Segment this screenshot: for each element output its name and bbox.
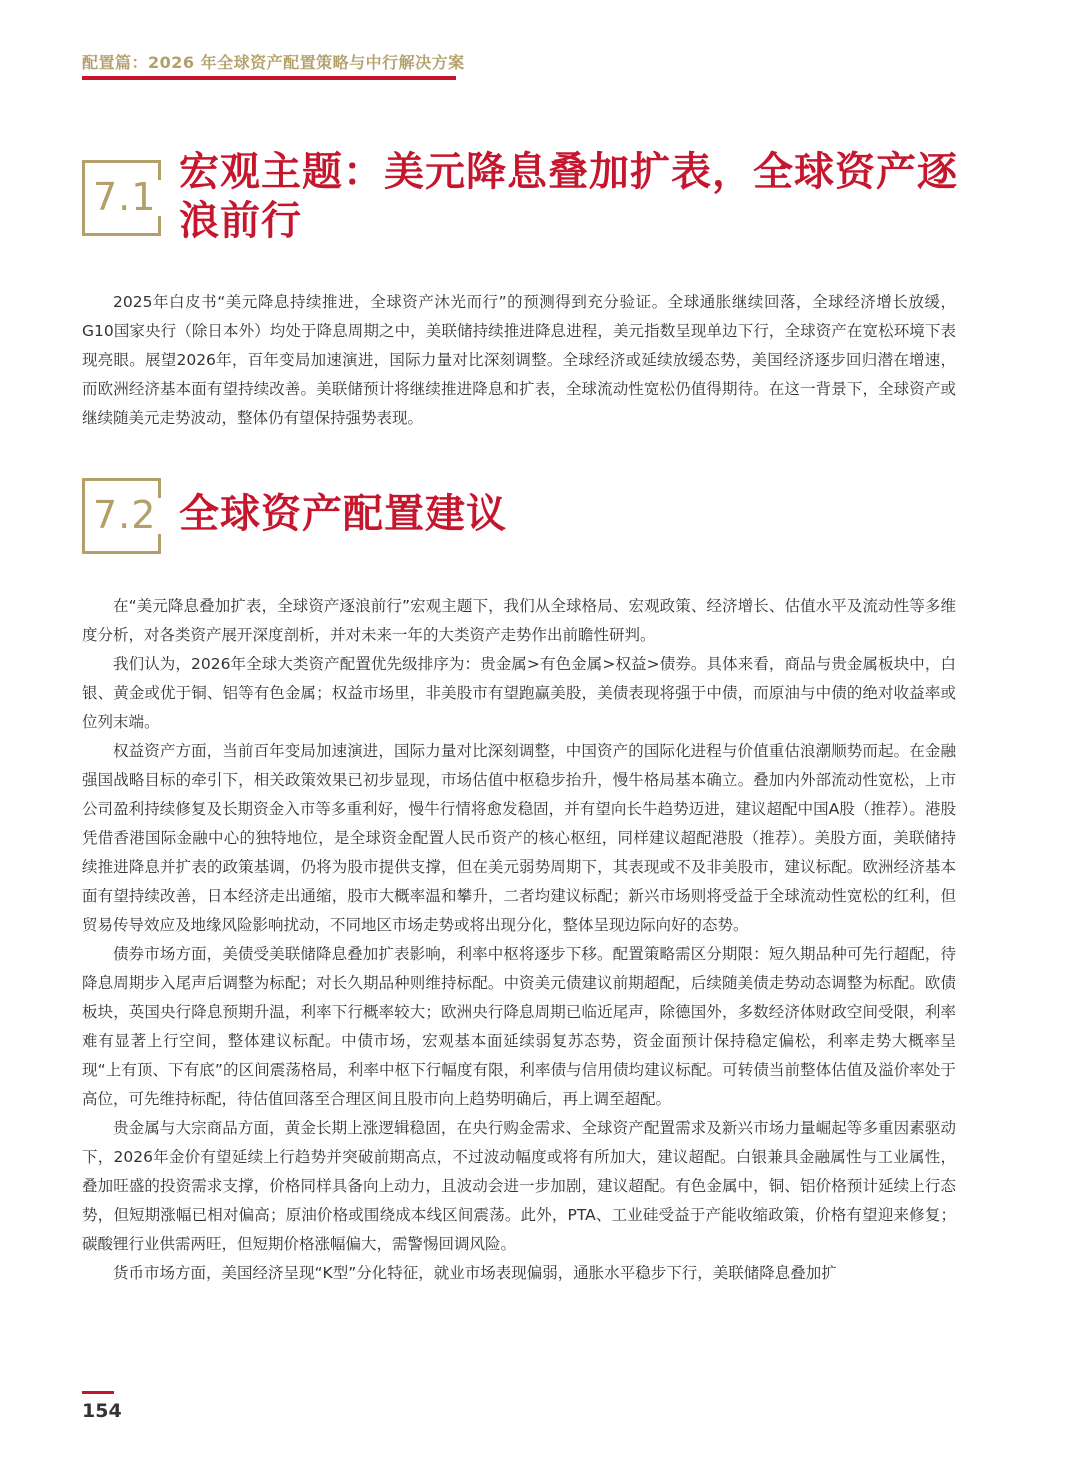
page-number: 154 [82,1400,122,1422]
footer-rule [82,1391,114,1394]
paragraph: 我们认为，2026年全球大类资产配置优先级排序为：贵金属>有色金属>权益>债券。具体来看，商品与贵金属板块中，白银、黄金或优于铜、铝等有色金属；权益市场里，非美股市有望跑赢美股，美债表现将强于中债，而原油与中债的绝对收益率或位列末端。 [82,655,956,731]
paragraph: 债券市场方面，美债受美联储降息叠加扩表影响，利率中枢将逐步下移。配置策略需区分期限：短久期品种可先行超配，待降息周期步入尾声后调整为标配；对长久期品种则维持标配。中资美元债建议前期超配，后续随美债走势动态调整为标配。欧债板块，英国央行降息预期升温，利率下行概率较大；欧洲央行降息周期已临近尾声，除德国外，多数经济体财政空间受限，利率难有显著上行空间，整体建议标配。中债市场，宏观基本面延续弱复苏态势，资金面预计保持稳定偏松，利率走势大概率呈现“上有顶、下有底”的区间震荡格局，利率中枢下行幅度有限，利率债与信用债均建议标配。可转债当前整体估值及溢价率处于高位，可先维持标配，待估值回落至合理区间且股市向上趋势明确后，再上调至超配。 [82,945,956,1108]
paragraph: 贵金属与大宗商品方面，黄金长期上涨逻辑稳固，在央行购金需求、全球资产配置需求及新兴市场力量崛起等多重因素驱动下，2026年金价有望延续上行趋势并突破前期高点，不过波动幅度或将有所加大，建议超配。白银兼具金融属性与工业属性，叠加旺盛的投资需求支撑，价格同样具备向上动力，且波动会进一步加剧，建议超配。有色金属中，铜、铝价格预计延续上行态势，但短期涨幅已相对偏高；原油价格或围绕成本线区间震荡。此外，PTA、工业硅受益于产能收缩政策，价格有望迎来修复；碳酸锂行业供需两旺，但短期价格涨幅偏大，需警惕回调风险。 [82,1119,956,1253]
section-number-box [82,478,158,554]
section-7-1-body [82,288,956,433]
section-number-box [82,160,158,236]
paragraph: 权益资产方面，当前百年变局加速演进，国际力量对比深刻调整，中国资产的国际化进程与价值重估浪潮顺势而起。在金融强国战略目标的牵引下，相关政策效果已初步显现，市场估值中枢稳步抬升，慢牛格局基本确立。叠加内外部流动性宽松，上市公司盈利持续修复及长期资金入市等多重利好，慢牛行情将愈发稳固，并有望向长牛趋势迈进，建议超配中国A股（推荐）。港股凭借香港国际金融中心的独特地位，是全球资金配置人民币资产的核心枢纽，同样建议超配港股（推荐）。美股方面，美联储持续推进降息并扩表的政策基调，仍将为股市提供支撑，但在美元弱势周期下，其表现或不及非美股市，建议标配。欧洲经济基本面有望持续改善，日本经济走出通缩，股市大概率温和攀升，二者均建议标配；新兴市场则将受益于全球流动性宽松的红利，但贸易传导效应及地缘风险影响扰动，不同地区市场走势或将出现分化，整体呈现边际向好的态势。 [82,742,956,934]
section-7-2-body [82,592,956,1288]
paragraph: 货币市场方面，美国经济呈现“K型”分化特征，就业市场表现偏弱，通胀水平稳步下行，美联储降息叠加扩 [113,1264,837,1282]
section-number: 7.1 [93,175,157,219]
paragraph: 2025年白皮书“美元降息持续推进，全球资产沐光而行”的预测得到充分验证。全球通胀继续回落，全球经济增长放缓，G10国家央行（除日本外）均处于降息周期之中，美联储持续推进降息进程，美元指数呈现单边下行，全球资产在宽松环境下表现亮眼。展望2026年，百年变局加速演进，国际力量对比深刻调整。全球经济或延续放缓态势，美国经济逐步回归潜在增速，而欧洲经济基本面有望持续改善。美联储预计将继续推进降息和扩表，全球流动性宽松仍值得期待。在这一背景下，全球资产或继续随美元走势波动，整体仍有望保持强势表现。 [82,293,956,427]
section-title: 全球资产配置建议 [179,491,507,537]
running-header: 配置篇：2026 年全球资产配置策略与中行解决方案 [82,53,465,72]
paragraph: 在“美元降息叠加扩表，全球资产逐浪前行”宏观主题下，我们从全球格局、宏观政策、经济增长、估值水平及流动性等多维度分析，对各类资产展开深度剖析，并对未来一年的大类资产走势作出前瞻性研判。 [82,597,956,644]
header-rule [82,76,456,80]
section-number: 7.2 [93,493,157,537]
section-title: 宏观主题：美元降息叠加扩表，全球资产逐浪前行 [179,149,958,244]
